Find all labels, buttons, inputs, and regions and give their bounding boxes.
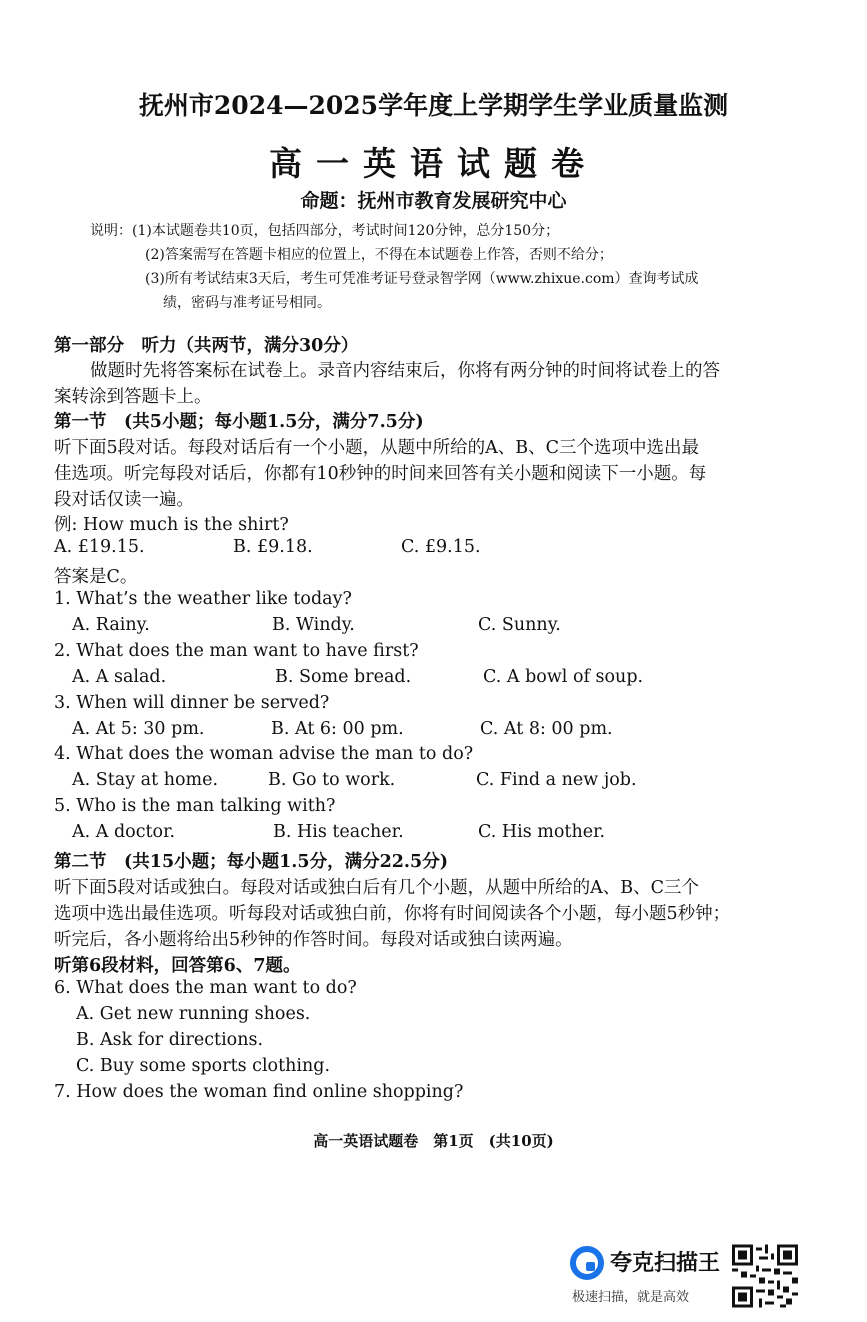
question-6: 6. What does the man want to do? — [54, 978, 357, 998]
question-1: 1. What’s the weather like today? — [54, 589, 352, 609]
note-3: (3)所有考试结束3天后，考生可凭准考证号登录智学网（www.zhixue.com）查询考试成 — [145, 271, 699, 287]
q6-option-b: B. Ask for directions. — [76, 1030, 264, 1050]
q5-option-c: C. His mother. — [478, 822, 606, 842]
q6-option-c: C. Buy some sports clothing. — [76, 1056, 331, 1076]
note-4: 绩，密码与准考证号相同。 — [163, 295, 331, 311]
example-option-c: C. £9.15. — [401, 537, 481, 557]
scanner-watermark — [570, 1244, 860, 1314]
q2-option-b: B. Some bread. — [275, 667, 412, 687]
q4-option-b: B. Go to work. — [268, 770, 396, 790]
section2-intro-1: 听下面5段对话或独白。每段对话或独白后有几个小题，从题中所给的A、B、C三个 — [54, 878, 700, 898]
section1-intro-3: 段对话仅读一遍。 — [54, 490, 194, 510]
example-answer: 答案是C。 — [54, 567, 138, 587]
q6-option-a: A. Get new running shoes. — [76, 1004, 311, 1024]
q1-option-c: C. Sunny. — [478, 615, 561, 635]
scanner-logo-icon — [570, 1246, 604, 1280]
example-option-b: B. £9.18. — [233, 537, 313, 557]
material-heading: 听第6段材料，回答第6、7题。 — [54, 956, 301, 976]
part1-intro-2: 案转涂到答题卡上。 — [54, 387, 212, 407]
scanner-tagline: 极速扫描，就是高效 — [572, 1290, 690, 1305]
q3-option-a: A. At 5: 30 pm. — [72, 719, 205, 739]
section2-intro-3: 听完后，各小题将给出5秒钟的作答时间。每段对话或独白读两遍。 — [54, 930, 573, 950]
example-option-a: A. £19.15. — [54, 537, 145, 557]
section1-intro-1: 听下面5段对话。每段对话后有一个小题，从题中所给的A、B、C三个选项中选出最 — [54, 438, 700, 458]
section2-intro-2: 选项中选出最佳选项。听每段对话或独白前，你将有时间阅读各个小题，每小题5秒钟； — [54, 904, 731, 924]
section2-heading: 第二节 (共15小题；每小题1.5分，满分22.5分) — [54, 852, 448, 872]
question-5: 5. Who is the man talking with? — [54, 796, 336, 816]
q2-option-a: A. A salad. — [72, 667, 167, 687]
note-1: 说明：(1)本试题卷共10页，包括四部分，考试时间120分钟，总分150分； — [90, 223, 560, 239]
question-4: 4. What does the woman advise the man to do? — [54, 744, 474, 764]
exam-subtitle: 高一英语试题卷 — [269, 144, 598, 183]
page-footer: 高一英语试题卷 第1页 (共10页) — [313, 1132, 554, 1150]
q2-option-c: C. A bowl of soup. — [483, 667, 644, 687]
q4-option-a: A. Stay at home. — [72, 770, 219, 790]
part1-intro-1: 做题时先将答案标在试卷上。录音内容结束后，你将有两分钟的时间将试卷上的答 — [90, 361, 720, 381]
qr-code-icon — [732, 1244, 798, 1308]
exam-author: 命题：抚州市教育发展研究中心 — [300, 190, 567, 212]
part1-heading: 第一部分 听力（共两节，满分30分） — [54, 336, 359, 356]
question-7: 7. How does the woman find online shopping? — [54, 1082, 464, 1102]
question-3: 3. When will dinner be served? — [54, 693, 330, 713]
q3-option-c: C. At 8: 00 pm. — [480, 719, 613, 739]
q5-option-b: B. His teacher. — [273, 822, 404, 842]
example-question: 例: How much is the shirt? — [54, 515, 289, 535]
exam-title: 抚州市2024—2025学年度上学期学生学业质量监测 — [138, 91, 729, 120]
section1-heading: 第一节 (共5小题；每小题1.5分，满分7.5分) — [54, 412, 424, 432]
q1-option-a: A. Rainy. — [72, 615, 150, 635]
section1-intro-2: 佳选项。听完每段对话后，你都有10秒钟的时间来回答有关小题和阅读下一小题。每 — [54, 464, 707, 484]
q3-option-b: B. At 6: 00 pm. — [271, 719, 404, 739]
q1-option-b: B. Windy. — [272, 615, 355, 635]
scanner-name: 夸克扫描王 — [610, 1251, 721, 1276]
note-2: (2)答案需写在答题卡相应的位置上，不得在本试题卷上作答，否则不给分； — [145, 247, 613, 263]
q5-option-a: A. A doctor. — [72, 822, 176, 842]
q4-option-c: C. Find a new job. — [476, 770, 637, 790]
question-2: 2. What does the man want to have first? — [54, 641, 419, 661]
